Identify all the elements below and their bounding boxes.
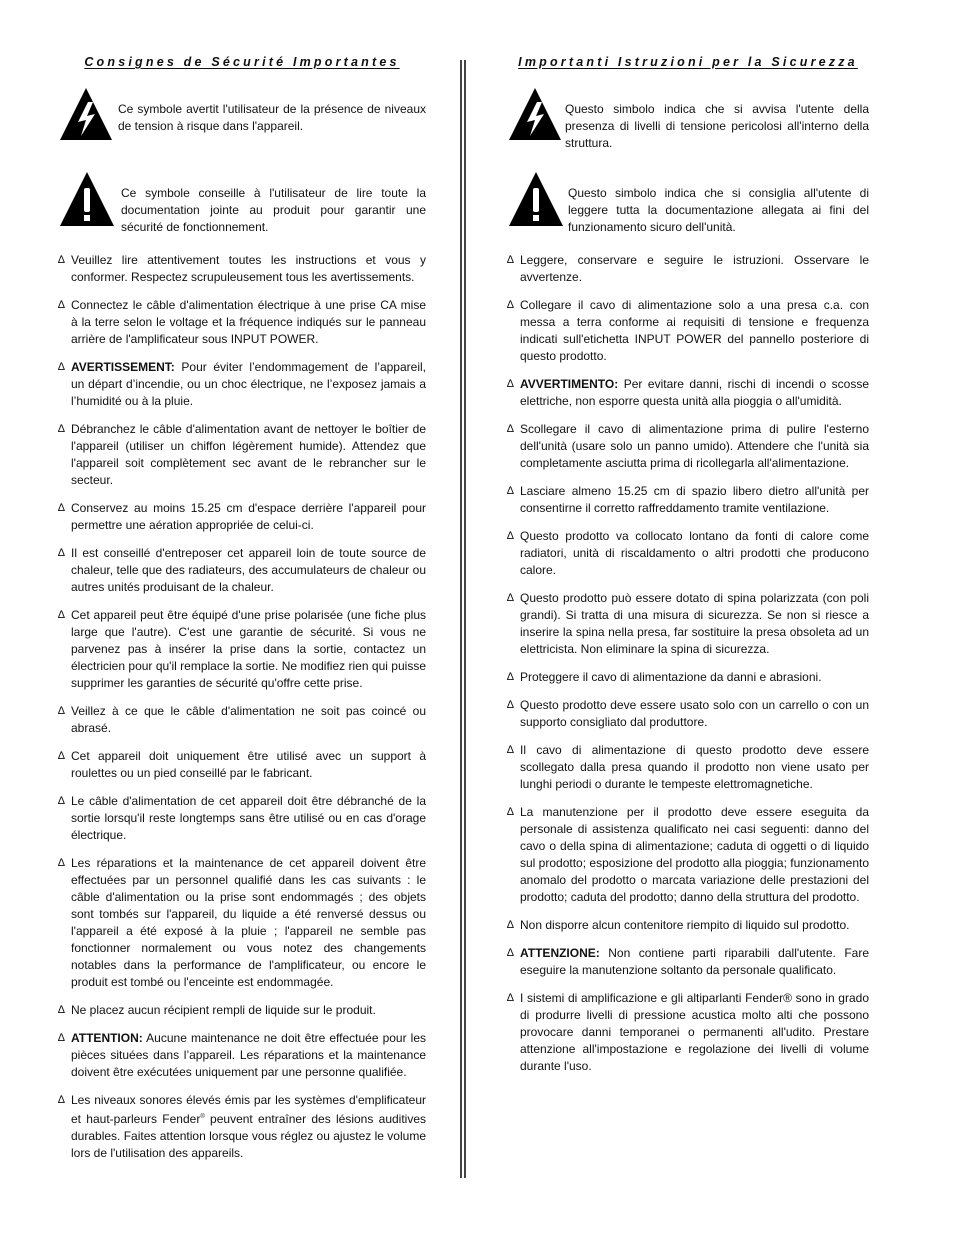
list-item: ∆ Il cavo di alimentazione di questo prodotto deve essere scollegato dalla presa quando il prodotto non viene usato per lunghi periodi o durante le tempeste elettromagnetiche.	[507, 743, 869, 791]
french-doc-symbol-text: Ce symbole conseille à l'utilisateur de lire toute la documentation jointe au produit pour garantir une sécurité de fonctionnement.	[121, 186, 426, 234]
list-item: ∆ AVVERTIMENTO: Per evitare danni, rischi di incendi o scosse elettriche, non esporre questa unità alla pioggia o all'umidità.	[507, 377, 869, 408]
warning-label: AVVERTIMENTO:	[520, 377, 619, 391]
list-item: ∆ Ne placez aucun récipient rempli de liquide sur le produit.	[58, 1003, 376, 1017]
list-item: ∆ Non disporre alcun contenitore riempito di liquido sul prodotto.	[507, 918, 850, 932]
list-item: ∆ Lasciare almeno 15.25 cm di spazio libero dietro all'unità per consentirne il corretto raffreddamento tramite ventilazione.	[507, 484, 869, 515]
list-item: ∆ ATTENTION: Aucune maintenance ne doit être effectuée pour les pièces situées dans l’appareil. Les réparations et la maintenance doivent être exécutées uniquement par une personne qualifiée.	[58, 1031, 426, 1079]
list-item: ∆ Débranchez le câble d'alimentation avant de nettoyer le boîtier de l'appareil (utiliser un chiffon légèrement humide). Attendez que l'appareil soit complètement sec avant de le rebrancher sur le secteur.	[58, 422, 426, 487]
list-item: ∆ Les réparations et la maintenance de cet appareil doivent être effectuées par un personnel qualifié dans les cas suivants : le câble d'alimentation ou la prise sont endommagés ; des objets sont tombés sur l'appareil, du liquide a été renversé dessus ou l'appareil a été exposé à la pluie ; l'appareil ne semble pas fonctionner normalement ou vous notez des changements notables dans la performance de l'amplificateur, ou encore le produit est tombé ou l'enceinte est endommagée.	[58, 856, 426, 989]
list-item: ∆ Cet appareil peut être équipé d'une prise polarisée (une fiche plus large que l'autre). C'est une garantie de sécurité. Si vous ne parvenez pas à insérer la prise dans la sortie, contactez un électricien pour qu'il remplace la sortie. Ne modifiez rien qui puisse supprimer les garanties de sécurité qu'offre cette prise.	[58, 608, 426, 690]
list-item: ∆ Questo prodotto può essere dotato di spina polarizzata (con poli grandi). Si tratta di una misura di sicurezza. Se non si riesce a inserire la spina nella presa, far sostituire la presa obsoleta ad un elettricista. Non eliminare la spina di sicurezza.	[507, 591, 869, 656]
lightning-warning-icon	[58, 86, 114, 142]
italian-voltage-symbol-text: Questo simbolo indica che si avvisa l'utente della presenza di livelli di tensione pericolosi all'interno della struttura.	[565, 102, 869, 150]
warning-label: AVERTISSEMENT:	[71, 360, 175, 374]
french-voltage-symbol-row	[58, 86, 426, 146]
list-item: ∆ Cet appareil doit uniquement être utilisé avec un support à roulettes ou un pied conseillé par le fabricant.	[58, 749, 426, 780]
french-voltage-symbol-text: Ce symbole avertit l'utilisateur de la présence de niveaux de tension à risque dans l'appareil.	[118, 102, 426, 133]
exclamation-warning-icon	[507, 170, 565, 228]
attention-label: ATTENTION:	[71, 1031, 143, 1045]
italian-instructions-list	[507, 252, 869, 1086]
list-item: ∆ Questo prodotto deve essere usato solo con un carrello o con un supporto consigliato dal produttore.	[507, 698, 869, 729]
lightning-warning-icon	[507, 86, 563, 142]
french-doc-symbol-row	[58, 170, 426, 234]
italian-doc-symbol-row	[507, 170, 869, 234]
registered-mark: ®	[200, 1114, 205, 1120]
column-divider	[460, 60, 466, 1178]
list-item: ∆ Proteggere il cavo di alimentazione da danni e abrasioni.	[507, 670, 822, 684]
exclamation-warning-icon	[58, 170, 116, 228]
list-item: ∆ Veillez à ce que le câble d'alimentation ne soit pas coincé ou abrasé.	[58, 704, 426, 735]
list-item: ∆ I sistemi di amplificazione e gli altiparlanti Fender® sono in grado di produrre livelli di pressione acustica molto alti che possono provocare danni temporanei o permanenti all'udito. Prestare attenzione all'impostazione e regolazione dei livelli di volume durante l'uso.	[507, 991, 869, 1073]
list-item: ∆ Collegare il cavo di alimentazione solo a una presa c.a. con messa a terra conforme ai requisiti di tensione e frequenza indicati sull'etichetta INPUT POWER del pannello posteriore di questo prodotto.	[507, 298, 869, 363]
list-item: ∆ La manutenzione per il prodotto deve essere eseguita da personale di assistenza qualificato nei casi seguenti: danno del cavo o della spina di alimentazione; caduta di oggetti o di liquido sul prodotto; esposizione del prodotto alla pioggia; funzionamento anomalo del prodotto o marcata variazione delle prestazioni del prodotto; caduta del prodotto; danno della struttura del prodotto.	[507, 805, 869, 904]
italian-doc-symbol-text: Questo simbolo indica che si consiglia all'utente di leggere tutta la documentazione allegata ai fini del funzionamento sicuro dell'unità.	[568, 186, 869, 234]
list-item: ∆ Connectez le câble d'alimentation électrique à une prise CA mise à la terre selon le voltage et la fréquence indiqués sur le panneau arrière de l'amplificateur sous INPUT POWER.	[58, 298, 426, 346]
list-item: ∆ Questo prodotto va collocato lontano da fonti di calore come radiatori, unità di riscaldamento o altri prodotti che producono calore.	[507, 529, 869, 577]
attention-label: ATTENZIONE:	[520, 946, 600, 960]
list-item: ∆ ATTENZIONE: Non contiene parti riparabili dall'utente. Fare eseguire la manutenzione soltanto da personale qualificato.	[507, 946, 869, 977]
italian-heading: Importanti Istruzioni per la Sicurezza	[518, 55, 858, 69]
list-item: ∆ Leggere, conservare e seguire le istruzioni. Osservare le avvertenze.	[507, 253, 869, 284]
list-item: ∆ Scollegare il cavo di alimentazione prima di pulire l'esterno dell'unità (usare solo un panno umido). Attendere che l'unità sia completamente asciutta prima di ricollegarla all'alimentazione.	[507, 422, 869, 470]
italian-voltage-symbol-row	[507, 86, 869, 150]
list-item: ∆ Les niveaux sonores élevés émis par les systèmes d'emplificateur et haut-parleurs Fender® peuvent entraîner des lésions auditives durables. Faites attention lorsque vous réglez ou ajustez le volume lors de l'utilisation des appareils.	[58, 1093, 427, 1160]
list-item: ∆ AVERTISSEMENT: Pour éviter l’endommagement de l’appareil, un départ d’incendie, ou un choc électrique, ne l’exposez jamais a l’humidité ou à la pluie.	[58, 360, 426, 408]
list-item: ∆ Le câble d'alimentation de cet appareil doit être débranché de la sortie lorsqu'il reste longtemps sans être utilisé ou en cas d'orage électrique.	[58, 794, 426, 842]
french-heading: Consignes de Sécurité Importantes	[84, 55, 400, 69]
list-item: ∆ Veuillez lire attentivement toutes les instructions et vous y conformer. Respectez scrupuleusement tous les avertissements.	[58, 253, 426, 284]
french-instructions-list	[58, 252, 426, 1173]
list-item: ∆ Il est conseillé d'entreposer cet appareil loin de toute source de chaleur, telle que des radiateurs, des accumulateurs de chaleur ou autres unités produisant de la chaleur.	[58, 546, 426, 594]
list-item: ∆ Conservez au moins 15.25 cm d'espace derrière l'appareil pour permettre une aération appropriée de celui-ci.	[58, 501, 426, 532]
